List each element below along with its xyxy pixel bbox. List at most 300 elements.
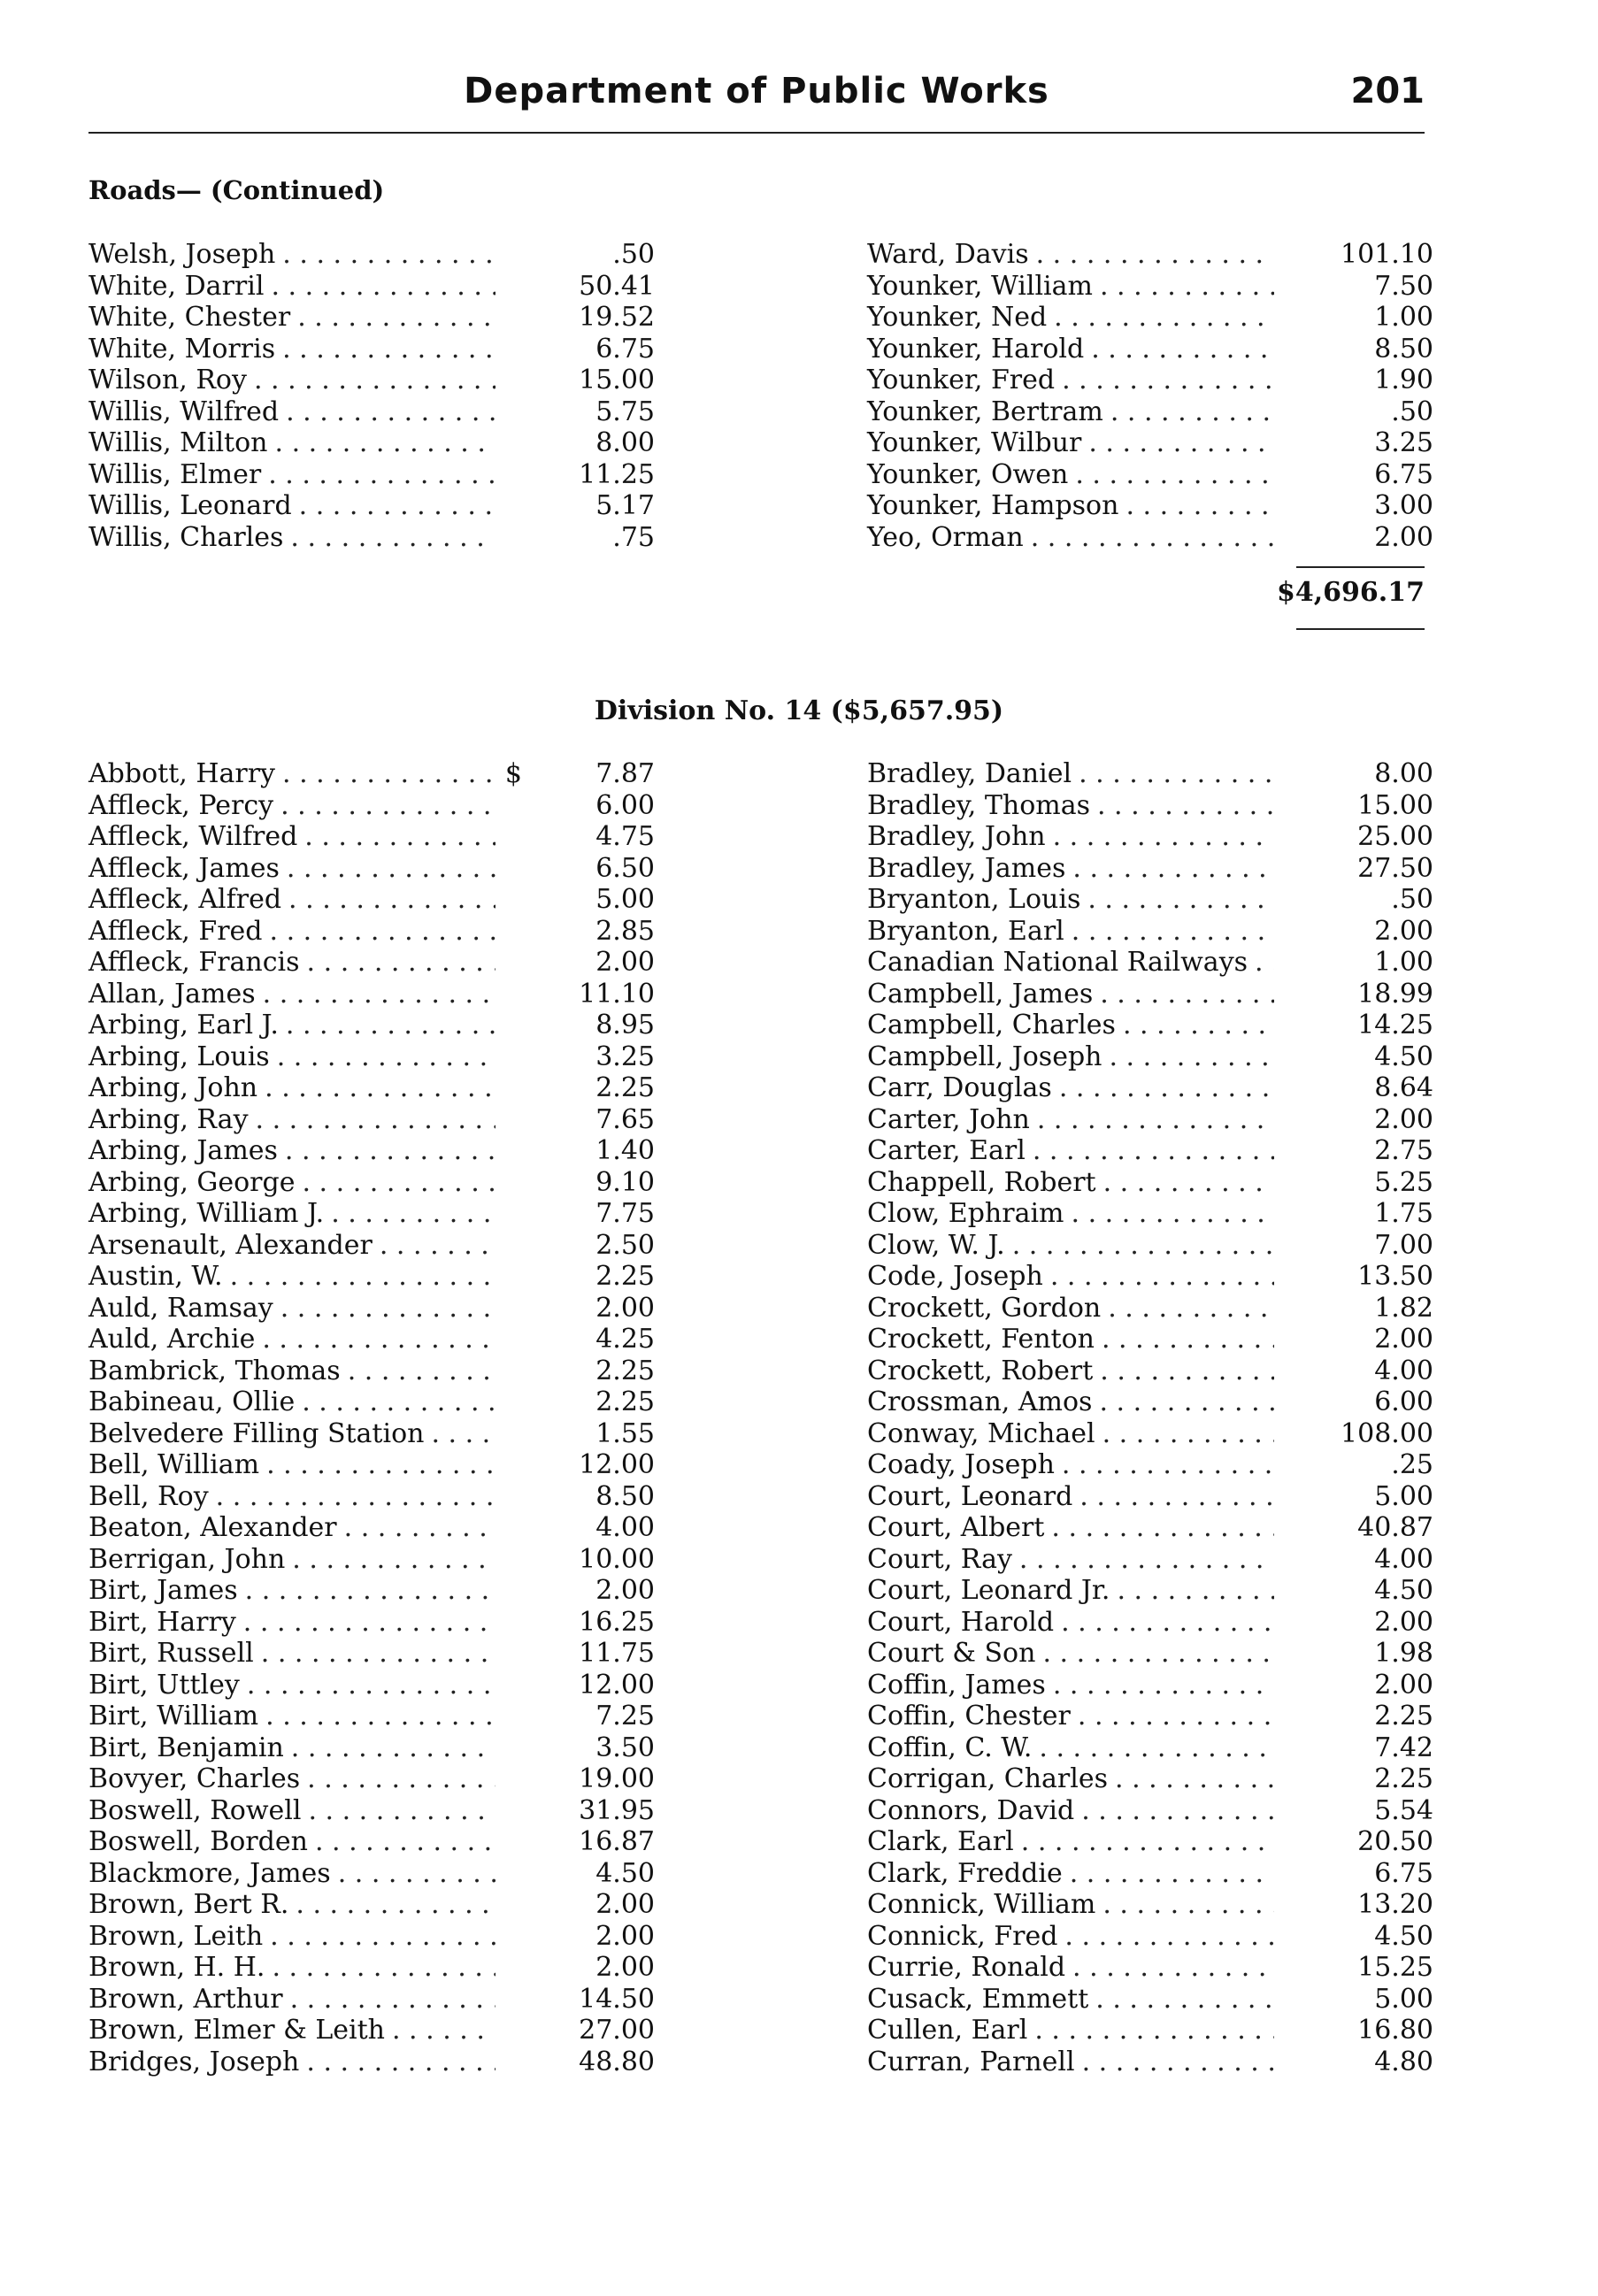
dot-leader	[1072, 853, 1274, 885]
entry-amount: 5.17	[595, 490, 655, 521]
dot-leader	[1102, 1418, 1274, 1450]
entry-amount: 1.75	[1374, 1198, 1433, 1229]
dot-leader	[1053, 821, 1274, 853]
entry-name: Blackmore, James	[88, 1857, 331, 1889]
entry-name: Willis, Elmer	[88, 458, 262, 490]
entry-name: Willis, Milton	[88, 427, 268, 458]
list-item	[867, 1198, 1433, 1230]
entry-name: White, Morris	[88, 333, 276, 365]
entry-name: Arsenault, Alexander	[88, 1229, 373, 1261]
dot-leader	[1081, 1795, 1274, 1827]
entry-amount: 16.25	[579, 1606, 655, 1638]
list-item	[867, 334, 1433, 365]
dot-leader	[1115, 1763, 1274, 1795]
list-item	[88, 1072, 655, 1104]
dot-leader	[1102, 1889, 1274, 1921]
entry-name: Court, Albert	[867, 1512, 1045, 1543]
list-item	[867, 1952, 1433, 1984]
dot-leader	[1064, 1921, 1274, 1953]
list-item	[867, 459, 1433, 491]
entry-name: Code, Joseph	[867, 1261, 1043, 1292]
list-item	[88, 1701, 655, 1732]
entry-name: Younker, Harold	[867, 333, 1085, 365]
list-item	[867, 1575, 1433, 1607]
entry-amount: 7.00	[1374, 1229, 1433, 1261]
dot-leader	[286, 396, 496, 428]
entry-amount: 8.50	[595, 1480, 655, 1512]
dot-leader	[307, 947, 496, 979]
list-item	[867, 1104, 1433, 1136]
dot-leader	[1100, 271, 1274, 303]
entry-amount: .75	[612, 521, 655, 553]
entry-amount: .25	[1391, 1449, 1433, 1480]
list-item	[867, 1763, 1433, 1795]
dot-leader	[254, 365, 496, 396]
entry-name: Coffin, Chester	[867, 1701, 1071, 1732]
entry-amount: 4.00	[1374, 1355, 1433, 1386]
dot-leader	[1100, 1355, 1274, 1387]
entry-name: Court, Ray	[867, 1543, 1012, 1575]
entry-name: Arbing, James	[88, 1135, 278, 1166]
dot-leader	[290, 522, 496, 554]
list-item	[867, 271, 1433, 303]
dot-leader	[348, 1355, 496, 1387]
list-item	[88, 1670, 655, 1701]
entry-amount: 4.00	[595, 1512, 655, 1543]
dot-leader	[1100, 979, 1274, 1010]
entry-amount: 2.25	[1374, 1701, 1433, 1732]
list-item	[88, 1324, 655, 1355]
entry-name: Carter, Earl	[867, 1135, 1026, 1166]
entry-amount: 101.10	[1341, 239, 1433, 270]
entry-amount: 15.00	[1357, 789, 1433, 821]
dot-leader	[1072, 1952, 1274, 1984]
entry-amount: .50	[1391, 395, 1433, 427]
entry-amount: 11.75	[579, 1638, 655, 1669]
entry-amount: 4.80	[1374, 2046, 1433, 2077]
entry-amount: 3.25	[595, 1040, 655, 1072]
list-item	[88, 1984, 655, 2016]
list-item	[88, 1952, 655, 1984]
entry-amount: 7.25	[595, 1701, 655, 1732]
entry-amount: 2.00	[595, 947, 655, 978]
dot-leader	[266, 1449, 496, 1481]
division-heading: Division No. 14 ($5,657.95)	[594, 695, 1004, 726]
dot-leader	[380, 1230, 496, 1262]
entry-amount: 1.98	[1374, 1638, 1433, 1669]
entry-amount: 1.55	[595, 1417, 655, 1449]
entry-amount: 8.00	[595, 427, 655, 458]
entry-amount: 4.50	[1374, 1040, 1433, 1072]
entry-amount: 3.50	[595, 1732, 655, 1763]
list-item	[88, 1386, 655, 1418]
entry-name: Younker, William	[867, 270, 1093, 302]
total-rule-bottom	[1296, 628, 1425, 630]
dot-leader	[256, 1104, 496, 1136]
list-item	[88, 1230, 655, 1262]
dot-leader	[1034, 2015, 1274, 2046]
entry-name: Bell, Roy	[88, 1480, 209, 1512]
entry-amount: 15.00	[579, 365, 655, 395]
dot-leader	[1072, 916, 1274, 948]
list-item	[88, 2015, 655, 2046]
roads-total: $4,696.17	[1276, 577, 1425, 608]
entry-name: Affleck, Alfred	[88, 884, 282, 915]
entry-amount: 5.00	[1374, 1983, 1433, 2015]
dot-leader	[1097, 790, 1274, 822]
list-item	[867, 790, 1433, 822]
entry-amount: 2.00	[595, 1920, 655, 1952]
dot-leader	[1033, 1135, 1274, 1167]
list-item	[867, 979, 1433, 1010]
dot-leader	[302, 1386, 496, 1418]
entry-amount: 31.95	[579, 1794, 655, 1826]
dot-leader	[1042, 1638, 1274, 1670]
list-item	[867, 947, 1433, 979]
list-item	[867, 1135, 1433, 1167]
entry-amount: 48.80	[579, 2046, 655, 2077]
dot-leader	[1062, 365, 1274, 396]
entry-name: Birt, Benjamin	[88, 1732, 284, 1763]
list-item	[88, 1826, 655, 1858]
entry-name: Affleck, Francis	[88, 947, 300, 978]
list-item	[88, 1167, 655, 1199]
entry-name: Birt, William	[88, 1701, 259, 1732]
currency-symbol: $	[504, 758, 522, 789]
list-item	[88, 947, 655, 979]
list-item	[88, 1355, 655, 1387]
entry-name: Crockett, Robert	[867, 1355, 1094, 1386]
list-item	[88, 1041, 655, 1073]
entry-name: Brown, H. H.	[88, 1952, 265, 1983]
dot-leader	[1099, 1386, 1274, 1418]
list-item	[88, 979, 655, 1010]
entry-name: Babineau, Ollie	[88, 1386, 296, 1417]
list-item	[867, 1072, 1433, 1104]
list-item	[88, 271, 655, 303]
list-item	[867, 1638, 1433, 1670]
entry-name: Bovyer, Charles	[88, 1763, 301, 1794]
entry-name: Younker, Hampson	[867, 490, 1119, 521]
entry-amount: 4.50	[1374, 1575, 1433, 1606]
entry-name: Willis, Charles	[88, 521, 284, 553]
dot-leader	[282, 239, 496, 271]
list-item	[867, 1984, 1433, 2016]
list-item	[88, 1638, 655, 1670]
entry-name: Birt, Harry	[88, 1606, 236, 1638]
list-item	[88, 1544, 655, 1576]
entry-name: Corrigan, Charles	[867, 1763, 1109, 1794]
dot-leader	[1061, 1607, 1274, 1639]
list-item	[867, 1230, 1433, 1262]
list-item	[867, 2015, 1433, 2046]
list-item	[88, 1732, 655, 1764]
entry-amount: 2.00	[1374, 1606, 1433, 1638]
dot-leader	[297, 302, 496, 334]
dot-leader	[299, 490, 496, 522]
entry-name: Court & Son	[867, 1638, 1036, 1669]
list-item	[88, 239, 655, 271]
dot-leader	[338, 1858, 496, 1890]
dot-leader	[1079, 1481, 1274, 1513]
entry-name: Yeo, Orman	[867, 521, 1024, 553]
entry-name: Clow, Ephraim	[867, 1198, 1064, 1229]
entry-amount: 2.00	[1374, 1669, 1433, 1701]
list-item	[88, 1135, 655, 1167]
entry-name: Allan, James	[88, 978, 256, 1010]
entry-name: Bambrick, Thomas	[88, 1355, 341, 1386]
entry-name: Coffin, C. W.	[867, 1732, 1033, 1763]
entry-amount: 15.25	[1357, 1952, 1433, 1983]
dot-leader	[344, 1512, 496, 1544]
list-item	[867, 365, 1433, 396]
dot-leader	[307, 1763, 496, 1795]
list-item	[88, 1198, 655, 1230]
dot-leader	[1087, 884, 1274, 916]
entry-name: Boswell, Borden	[88, 1826, 308, 1857]
entry-amount: 2.00	[595, 1292, 655, 1324]
entry-name: Abbott, Harry	[88, 758, 275, 789]
dot-leader	[1036, 239, 1274, 271]
list-item	[867, 821, 1433, 853]
list-item	[867, 1858, 1433, 1890]
division-right-column	[867, 758, 1433, 2077]
dot-leader	[1088, 427, 1274, 459]
entry-name: Carr, Douglas	[867, 1072, 1052, 1103]
entry-name: Brown, Elmer & Leith	[88, 2015, 385, 2046]
entry-amount: 20.50	[1357, 1826, 1433, 1857]
dot-leader	[285, 1135, 496, 1167]
entry-name: Court, Harold	[867, 1606, 1055, 1638]
entry-name: Court, Leonard Jr.	[867, 1575, 1110, 1606]
list-item	[867, 1670, 1433, 1701]
list-item	[867, 1481, 1433, 1513]
list-item	[867, 427, 1433, 459]
entry-name: Berrigan, John	[88, 1543, 286, 1575]
list-item	[867, 1512, 1433, 1544]
section-heading: Roads— (Continued)	[88, 175, 385, 205]
list-item	[88, 1889, 655, 1921]
dot-leader	[431, 1418, 496, 1450]
entry-name: Welsh, Joseph	[88, 239, 276, 270]
list-item	[867, 2046, 1433, 2078]
list-item	[88, 790, 655, 822]
entry-name: Connick, William	[867, 1889, 1096, 1920]
dot-leader	[280, 790, 496, 822]
list-item	[88, 365, 655, 396]
entry-amount: 8.64	[1374, 1072, 1433, 1103]
entry-name: Brown, Leith	[88, 1920, 264, 1952]
list-item	[88, 1010, 655, 1041]
list-item	[867, 1010, 1433, 1041]
dot-leader	[296, 1889, 496, 1921]
entry-amount: 12.00	[579, 1449, 655, 1480]
dot-leader	[287, 853, 496, 885]
dot-leader	[315, 1826, 496, 1858]
entry-amount: 1.90	[1374, 365, 1433, 395]
dot-leader	[304, 821, 496, 853]
page-title: Department of Public Works	[464, 71, 1049, 111]
entry-amount: 18.99	[1357, 978, 1433, 1010]
list-item	[88, 1575, 655, 1607]
dot-leader	[286, 1010, 496, 1041]
list-item	[867, 853, 1433, 885]
entry-amount: 4.50	[1374, 1920, 1433, 1952]
entry-name: Younker, Fred	[867, 365, 1056, 395]
dot-leader	[290, 1984, 496, 2016]
roads-left-column	[88, 239, 655, 553]
list-item	[867, 1041, 1433, 1073]
entry-name: Arbing, John	[88, 1072, 258, 1103]
list-item	[867, 1544, 1433, 1576]
entry-amount: 19.52	[579, 302, 655, 333]
dot-leader	[1051, 1512, 1274, 1544]
entry-amount: 3.00	[1374, 490, 1433, 521]
entry-amount: 11.10	[579, 978, 655, 1010]
entry-amount: 27.00	[579, 2015, 655, 2046]
entry-amount: 2.00	[595, 1575, 655, 1606]
list-item	[867, 1449, 1433, 1481]
list-item	[88, 821, 655, 853]
entry-name: Willis, Leonard	[88, 490, 292, 521]
dot-leader	[261, 1638, 496, 1670]
dot-leader	[1021, 1826, 1274, 1858]
entry-amount: 14.50	[579, 1983, 655, 2015]
entry-name: Coady, Joseph	[867, 1449, 1055, 1480]
entry-amount: 7.50	[1374, 270, 1433, 302]
entry-amount: 9.10	[595, 1166, 655, 1198]
list-item	[88, 1293, 655, 1325]
list-item	[867, 1921, 1433, 1953]
list-item	[867, 1418, 1433, 1450]
dot-leader	[291, 1732, 496, 1764]
entry-name: Arbing, Earl J.	[88, 1010, 279, 1040]
entry-amount: 8.95	[595, 1010, 655, 1040]
entry-name: Curran, Parnell	[867, 2046, 1075, 2077]
entry-amount: 7.75	[595, 1198, 655, 1229]
entry-amount: 4.00	[1374, 1543, 1433, 1575]
entry-amount: 6.00	[595, 789, 655, 821]
entry-amount: 1.40	[595, 1135, 655, 1166]
dot-leader	[263, 979, 496, 1010]
dot-leader	[1102, 1324, 1274, 1355]
dot-leader	[1091, 334, 1274, 365]
dot-leader	[331, 1198, 496, 1230]
list-item	[88, 1795, 655, 1827]
list-item	[867, 1324, 1433, 1355]
entry-name: Chappell, Robert	[867, 1166, 1096, 1198]
entry-name: Clark, Earl	[867, 1826, 1014, 1857]
list-item	[88, 758, 655, 790]
entry-name: Cusack, Emmett	[867, 1983, 1089, 2015]
entry-amount: 7.65	[595, 1103, 655, 1135]
entry-name: Bradley, James	[867, 852, 1066, 884]
list-item	[88, 1921, 655, 1953]
list-item	[867, 884, 1433, 916]
list-item	[867, 1826, 1433, 1858]
entry-name: Clark, Freddie	[867, 1857, 1063, 1889]
list-item	[867, 239, 1433, 271]
entry-name: Bryanton, Earl	[867, 915, 1064, 947]
dot-leader	[216, 1481, 496, 1513]
dot-leader	[1037, 1104, 1274, 1136]
list-item	[867, 758, 1433, 790]
list-item	[88, 1481, 655, 1513]
dot-leader	[230, 1261, 496, 1293]
entry-name: Younker, Bertram	[867, 395, 1103, 427]
dot-leader	[1103, 1167, 1274, 1199]
entry-amount: 16.80	[1357, 2015, 1433, 2046]
list-item	[867, 1167, 1433, 1199]
entry-amount: 5.00	[595, 884, 655, 915]
list-item	[88, 427, 655, 459]
entry-amount: 5.00	[1374, 1480, 1433, 1512]
entry-name: Crockett, Fenton	[867, 1324, 1095, 1355]
dot-leader	[1109, 1041, 1274, 1073]
entry-name: Canadian National Railways	[867, 947, 1248, 978]
entry-name: Beaton, Alexander	[88, 1512, 337, 1543]
entry-amount: 2.25	[595, 1355, 655, 1386]
entry-name: Affleck, Percy	[88, 789, 274, 821]
entry-amount: 10.00	[579, 1543, 655, 1575]
dot-leader	[1108, 1293, 1274, 1325]
entry-name: Currie, Ronald	[867, 1952, 1066, 1983]
entry-name: Brown, Bert R.	[88, 1889, 289, 1920]
entry-name: Campbell, Charles	[867, 1010, 1116, 1040]
entry-amount: 2.25	[595, 1386, 655, 1417]
entry-amount: 6.75	[595, 333, 655, 365]
dot-leader	[1072, 1198, 1275, 1230]
entry-amount: 40.87	[1357, 1512, 1433, 1543]
entry-name: Auld, Ramsay	[88, 1292, 273, 1324]
dot-leader	[306, 2046, 496, 2078]
entry-name: Bryanton, Louis	[867, 884, 1081, 915]
list-item	[867, 1701, 1433, 1732]
total-rule-top	[1296, 566, 1425, 568]
list-item	[867, 1607, 1433, 1639]
entry-name: Coffin, James	[867, 1669, 1046, 1701]
entry-name: Crossman, Amos	[867, 1386, 1093, 1417]
list-item	[88, 459, 655, 491]
entry-name: Connick, Fred	[867, 1920, 1058, 1952]
entry-amount: 2.25	[1374, 1763, 1433, 1794]
entry-name: Brown, Arthur	[88, 1983, 283, 2015]
entry-amount: 2.25	[595, 1261, 655, 1292]
list-item	[867, 490, 1433, 522]
entry-amount: 13.20	[1357, 1889, 1433, 1920]
dot-leader	[268, 459, 496, 491]
dot-leader	[1117, 1575, 1274, 1607]
dot-leader	[1110, 396, 1274, 428]
entry-amount: 6.50	[595, 852, 655, 884]
entry-name: Bradley, Daniel	[867, 758, 1072, 789]
dot-leader	[308, 1795, 496, 1827]
list-item	[88, 334, 655, 365]
entry-amount: 2.50	[595, 1229, 655, 1261]
entry-name: Conway, Michael	[867, 1417, 1095, 1449]
dot-leader	[1031, 522, 1274, 554]
entry-amount: 2.00	[1374, 1324, 1433, 1355]
dot-leader	[243, 1607, 496, 1639]
entry-amount: 2.00	[595, 1889, 655, 1920]
entry-name: Birt, James	[88, 1575, 238, 1606]
entry-amount: 8.00	[1374, 758, 1433, 789]
entry-amount: 4.50	[595, 1857, 655, 1889]
list-item	[867, 302, 1433, 334]
dot-leader	[265, 1072, 496, 1104]
list-item	[88, 1763, 655, 1795]
entry-amount: 7.42	[1374, 1732, 1433, 1763]
